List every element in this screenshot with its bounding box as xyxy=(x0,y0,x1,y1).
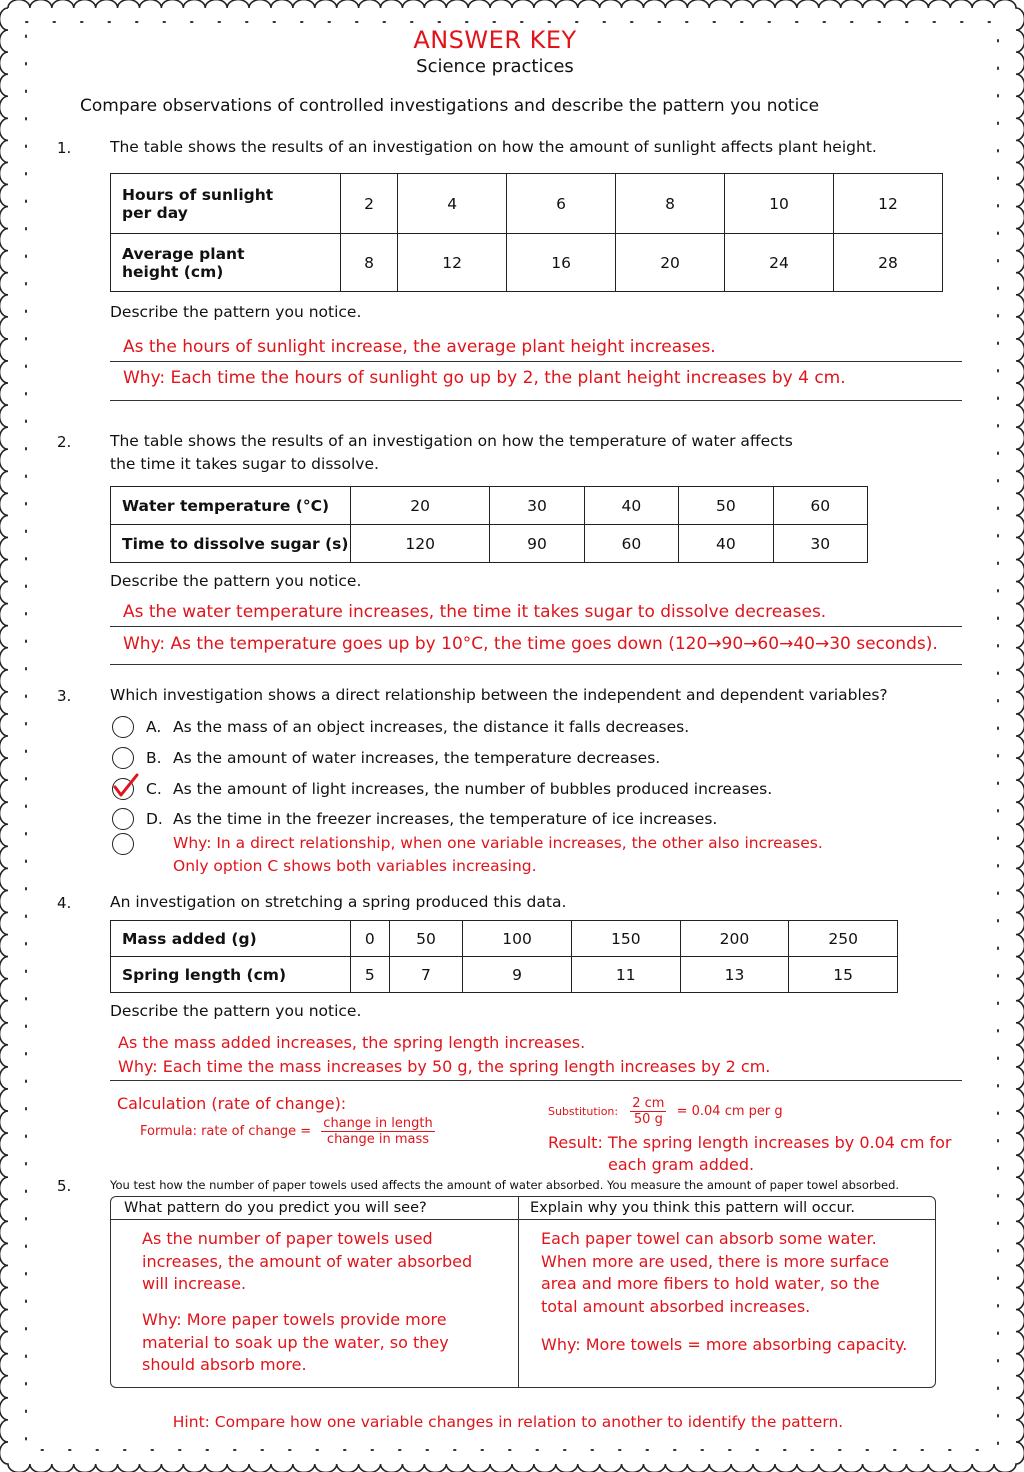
question-prompt: You test how the number of paper towels used affects the amount of water absorbed. You measure the amount of paper towel absorbed. xyxy=(110,1178,900,1192)
table-cell: 28 xyxy=(834,234,943,292)
answer-text: As the water temperature increases, the time it takes sugar to dissolve decreases. xyxy=(123,602,827,622)
option-d-letter: D. xyxy=(146,810,163,828)
answer-line xyxy=(110,400,962,401)
why-text: Why: As the temperature goes up by 10°C, the time goes down (120→90→60→40→30 seconds). xyxy=(123,634,938,654)
table-cell: 2 xyxy=(341,174,398,234)
option-a-radio[interactable] xyxy=(112,716,134,738)
table-cell: 12 xyxy=(834,174,943,234)
table-cell: 16 xyxy=(507,234,616,292)
answer-line-text: As the number of paper towels used xyxy=(142,1229,433,1248)
table-cell: 12 xyxy=(398,234,507,292)
table-cell: 9 xyxy=(463,957,572,993)
why-text: Why: Each time the hours of sunlight go up by 2, the plant height increases by 4 cm. xyxy=(123,368,846,388)
question-number: 4. xyxy=(57,894,72,912)
formula-fraction xyxy=(321,1116,434,1147)
fraction-denominator: change in mass xyxy=(326,1132,430,1147)
substitution-fraction xyxy=(630,1096,666,1127)
fraction-numerator: 2 cm xyxy=(632,1096,665,1111)
answer-text: As the hours of sunlight increase, the average plant height increases. xyxy=(123,337,716,357)
question-number: 1. xyxy=(57,139,72,157)
describe-label: Describe the pattern you notice. xyxy=(110,572,362,590)
substitution-result: = 0.04 cm per g xyxy=(676,1104,783,1119)
row-header: Mass added (g) xyxy=(111,921,351,957)
why-text: Only option C shows both variables increasing. xyxy=(173,857,537,875)
hint-text: Hint: Compare how one variable changes in relation to another to identify the pattern. xyxy=(172,1413,844,1431)
table-cell: 13 xyxy=(680,957,789,993)
why-line-text: should absorb more. xyxy=(142,1355,307,1374)
table-cell: 24 xyxy=(725,234,834,292)
table-cell: 8 xyxy=(341,234,398,292)
substitution xyxy=(548,1096,783,1127)
answer-text: As the mass added increases, the spring length increases. xyxy=(118,1033,586,1052)
option-a-letter: A. xyxy=(146,718,162,736)
table-cell: 8 xyxy=(616,174,725,234)
why-line-text: Why: More paper towels provide more xyxy=(142,1310,447,1329)
fraction-numerator: change in length xyxy=(323,1116,433,1131)
row-header: Hours of sunlight per day xyxy=(111,174,341,234)
why-line-text: material to soak up the water, so they xyxy=(142,1332,449,1352)
question-number: 5. xyxy=(57,1177,72,1195)
table-row xyxy=(111,174,943,234)
answer-line-text: area and more fibers to hold water, so the xyxy=(541,1274,880,1293)
table-cell: 20 xyxy=(351,487,490,525)
page-title: ANSWER KEY xyxy=(413,26,577,54)
explanation-why: Why: More towels = more absorbing capacity. xyxy=(541,1335,908,1354)
table-cell: 4 xyxy=(398,174,507,234)
table-row xyxy=(111,487,868,525)
answer-line xyxy=(110,361,962,362)
option-extra-radio xyxy=(112,833,134,855)
describe-label: Describe the pattern you notice. xyxy=(110,303,362,321)
why-text: Why: In a direct relationship, when one variable increases, the other also increases. xyxy=(173,834,823,852)
box-divider xyxy=(518,1196,519,1388)
prediction-why xyxy=(142,1309,449,1377)
sugar-table xyxy=(110,486,868,563)
result-text: each gram added. xyxy=(608,1155,755,1174)
prediction-heading: What pattern do you predict you will see? xyxy=(124,1200,427,1216)
describe-label: Describe the pattern you notice. xyxy=(110,1002,362,1020)
table-cell: 15 xyxy=(789,957,898,993)
option-a-text: As the mass of an object increases, the distance it falls decreases. xyxy=(173,718,690,736)
option-b-text: As the amount of water increases, the temperature decreases. xyxy=(173,749,661,767)
answer-line xyxy=(110,664,962,665)
table-cell: 120 xyxy=(351,525,490,563)
row-header: Average plant height (cm) xyxy=(111,234,341,292)
option-b-radio[interactable] xyxy=(112,747,134,769)
page-subtitle: Science practices xyxy=(416,56,574,77)
table-cell: 40 xyxy=(584,487,678,525)
table-cell: 20 xyxy=(616,234,725,292)
table-cell: 30 xyxy=(490,487,584,525)
why-text: Why: Each time the mass increases by 50 g, the spring length increases by 2 cm. xyxy=(118,1057,771,1076)
answer-line-text: Each paper towel can absorb some water. xyxy=(541,1229,877,1248)
table-row xyxy=(111,921,898,957)
option-c-letter: C. xyxy=(146,780,162,798)
question-number: 3. xyxy=(57,687,72,705)
table-row xyxy=(111,525,868,563)
answer-line-text: total amount absorbed increases. xyxy=(541,1296,811,1316)
table-cell: 200 xyxy=(680,921,789,957)
table-cell: 90 xyxy=(490,525,584,563)
question-number: 2. xyxy=(57,433,72,451)
answer-line xyxy=(110,626,962,627)
instructions: Compare observations of controlled investigations and describe the pattern you notice xyxy=(80,96,820,116)
table-cell: 50 xyxy=(679,487,773,525)
row-header: Water temperature (°C) xyxy=(111,487,351,525)
question-prompt: The table shows the results of an investigation on how the temperature of water affects xyxy=(110,432,793,450)
table-cell: 150 xyxy=(571,921,680,957)
question-prompt: The table shows the results of an investigation on how the amount of sunlight affects plant height. xyxy=(110,138,877,156)
substitution-label: Substitution: xyxy=(548,1105,619,1118)
checkmark-icon xyxy=(110,772,140,800)
answer-line-text: When more are used, there is more surface xyxy=(541,1251,890,1271)
table-row xyxy=(111,957,898,993)
answer-line xyxy=(110,1080,962,1081)
table-cell: 60 xyxy=(584,525,678,563)
question-prompt: Which investigation shows a direct relationship between the independent and dependent variables? xyxy=(110,686,888,704)
table-cell: 250 xyxy=(789,921,898,957)
table-cell: 40 xyxy=(679,525,773,563)
question-prompt: An investigation on stretching a spring produced this data. xyxy=(110,893,567,911)
table-cell: 30 xyxy=(773,525,867,563)
answer-line-text: will increase. xyxy=(142,1274,247,1293)
table-cell: 0 xyxy=(351,921,390,957)
explanation-heading: Explain why you think this pattern will occur. xyxy=(530,1200,856,1216)
box-header-line xyxy=(110,1219,936,1220)
table-cell: 7 xyxy=(389,957,463,993)
explanation-answer xyxy=(541,1228,889,1318)
table-cell: 5 xyxy=(351,957,390,993)
table-cell: 50 xyxy=(389,921,463,957)
spring-table xyxy=(110,920,898,993)
table-cell: 10 xyxy=(725,174,834,234)
table-cell: 6 xyxy=(507,174,616,234)
option-d-text: As the time in the freezer increases, the temperature of ice increases. xyxy=(173,810,718,828)
calculation-title: Calculation (rate of change): xyxy=(117,1094,347,1113)
prediction-answer xyxy=(142,1228,472,1296)
formula xyxy=(140,1116,435,1147)
table-cell: 60 xyxy=(773,487,867,525)
formula-label: Formula: rate of change = xyxy=(140,1124,312,1139)
question-prompt: the time it takes sugar to dissolve. xyxy=(110,455,379,473)
option-c-text: As the amount of light increases, the number of bubbles produced increases. xyxy=(173,780,773,798)
result-text: Result: The spring length increases by 0.04 cm for xyxy=(548,1133,952,1152)
option-b-letter: B. xyxy=(146,749,162,767)
table-cell: 100 xyxy=(463,921,572,957)
row-header: Spring length (cm) xyxy=(111,957,351,993)
sunlight-table xyxy=(110,173,943,292)
answer-line-text: increases, the amount of water absorbed xyxy=(142,1251,473,1271)
option-d-radio[interactable] xyxy=(112,808,134,830)
fraction-denominator: 50 g xyxy=(633,1112,663,1127)
table-cell: 11 xyxy=(571,957,680,993)
row-header: Time to dissolve sugar (s) xyxy=(111,525,351,563)
table-row xyxy=(111,234,943,292)
